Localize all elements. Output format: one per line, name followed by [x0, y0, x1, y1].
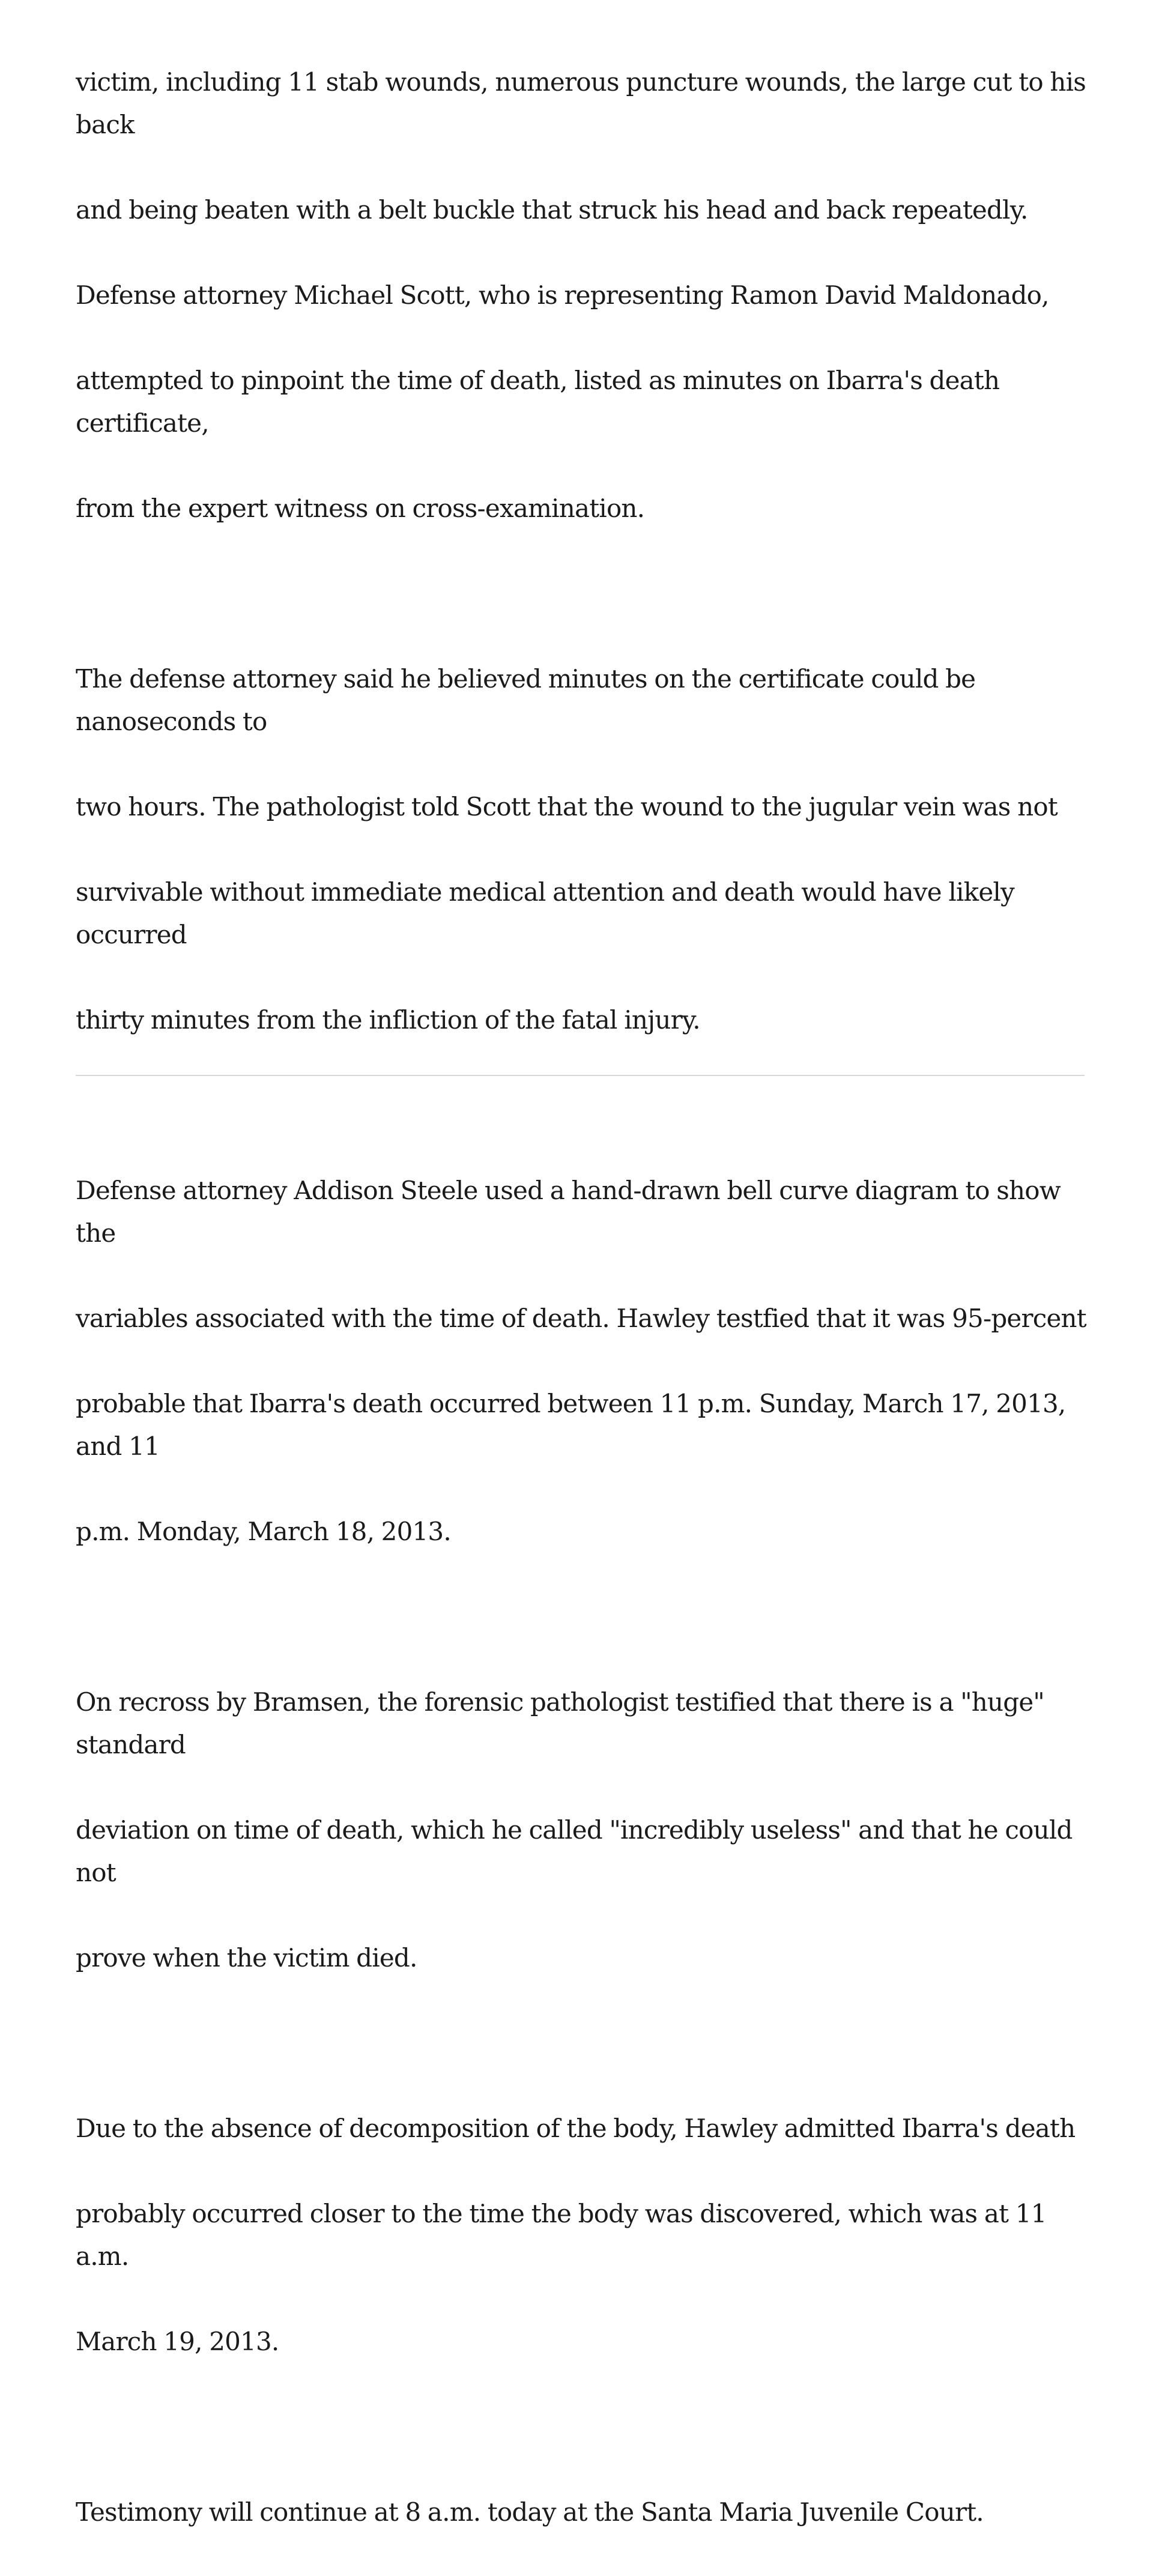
article-paragraph-5	[76, 2064, 1097, 2405]
article-paragraph-6	[76, 2448, 1097, 2576]
paragraph-line: variables associated with the time of death. Hawley testfied that it was 95-percent	[76, 1304, 1086, 1333]
paragraph-line: On recross by Bramsen, the forensic pathologist testified that there is a "huge" standard	[76, 1687, 1044, 1759]
paragraph-line: and being beaten with a belt buckle that struck his head and back repeatedly.	[76, 195, 1028, 225]
paragraph-line: victim, including 11 stab wounds, numerous puncture wounds, the large cut to his back	[76, 67, 1086, 139]
paragraph-line: survivable without immediate medical attention and death would have likely occurred	[76, 877, 1014, 949]
article-paragraph-2	[76, 615, 1097, 1084]
paragraph-line: probably occurred closer to the time the body was discovered, which was at 11 a.m.	[76, 2199, 1047, 2271]
paragraph-line: Due to the absence of decomposition of the body, Hawley admitted Ibarra's death	[76, 2114, 1076, 2143]
paragraph-line: two hours. The pathologist told Scott that the wound to the jugular vein was not	[76, 792, 1058, 821]
paragraph-line: Defense attorney Addison Steele used a hand-drawn bell curve diagram to show the	[76, 1176, 1061, 1248]
paragraph-line: Testimony will continue at 8 a.m. today at the Santa Maria Juvenile Court.	[76, 2497, 984, 2527]
article-paragraph-1	[76, 18, 1097, 572]
article-paragraph-3	[76, 1126, 1097, 1595]
paragraph-line: prove when the victim died.	[76, 1943, 417, 1973]
bottom-divider	[76, 1075, 1085, 1076]
paragraph-line: attempted to pinpoint the time of death, listed as minutes on Ibarra's death certificate,	[76, 366, 1000, 438]
paragraph-line: from the expert witness on cross-examination.	[76, 494, 645, 523]
paragraph-line: deviation on time of death, which he called "incredibly useless" and that he could not	[76, 1815, 1073, 1887]
paragraph-line: March 19, 2013.	[76, 2327, 279, 2356]
paragraph-line: probable that Ibarra's death occurred between 11 p.m. Sunday, March 17, 2013, and 11	[76, 1389, 1066, 1461]
article-body	[76, 18, 1097, 2576]
paragraph-line: The defense attorney said he believed minutes on the certificate could be nanoseconds to	[76, 664, 976, 736]
paragraph-line: Defense attorney Michael Scott, who is representing Ramon David Maldonado,	[76, 280, 1049, 310]
paragraph-line: p.m. Monday, March 18, 2013.	[76, 1517, 451, 1546]
article-paragraph-4	[76, 1638, 1097, 2022]
paragraph-line: thirty minutes from the infliction of the fatal injury.	[76, 1005, 700, 1035]
